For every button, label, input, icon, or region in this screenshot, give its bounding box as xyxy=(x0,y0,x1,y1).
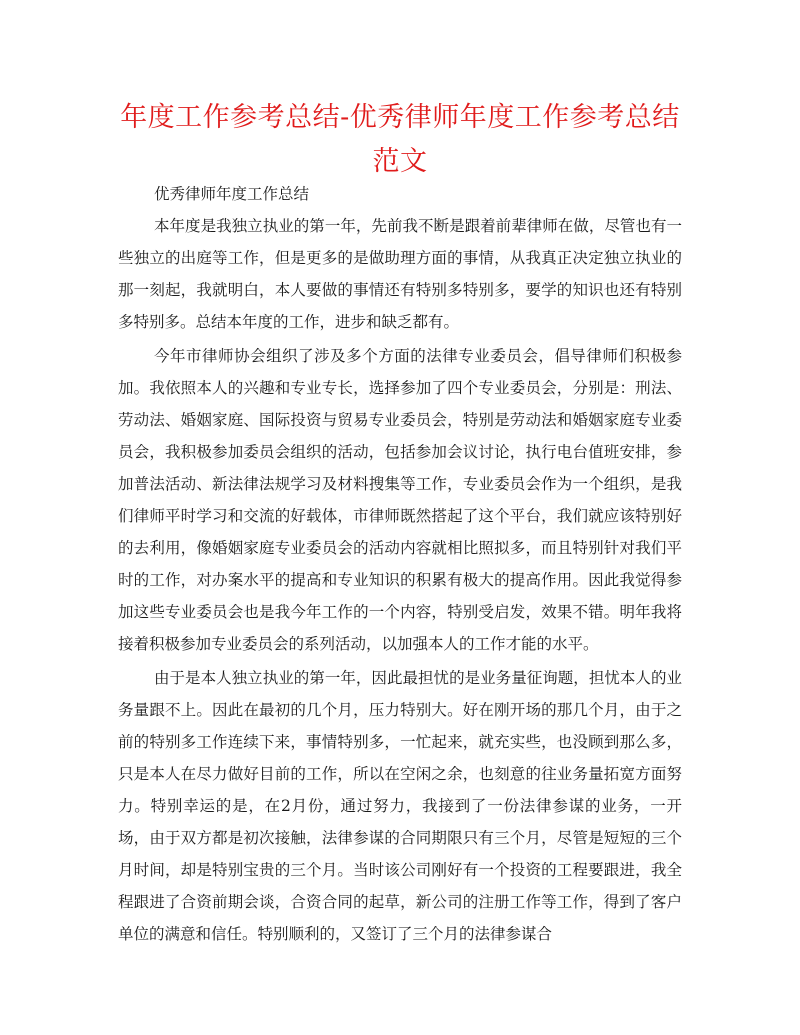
paragraph-2: 今年市律师协会组织了涉及多个方面的法律专业委员会，倡导律师们积极参加。我依照本人的兴趣和专业专长，选择参加了四个专业委员会，分别是：刑法、劳动法、婚姻家庭、国际投资与贸易专业委员会，特别是劳动法和婚姻家庭专业委员会，我积极参加委员会组织的活动，包括参加会议讨论，执行电台值班安排，参加普法活动、新法律法规学习及材料搜集等工作，专业委员会作为一个组织，是我们律师平时学习和交流的好载体，市律师既然搭起了这个平台，我们就应该特别好的去利用，像婚姻家庭专业委员会的活动内容就相比照拟多，而且特别针对我们平时的工作，对办案水平的提高和专业知识的积累有极大的提高作用。因此我觉得参加这些专业委员会也是我今年工作的一个内容，特别受启发，效果不错。明年我将接着积极参加专业委员会的系列活动，以加强本人的工作才能的水平。 xyxy=(118,347,682,653)
document-body xyxy=(118,178,682,950)
page-title: 年度工作参考总结-优秀律师年度工作参考总结范文 xyxy=(120,102,680,177)
document-subtitle: 优秀律师年度工作总结 xyxy=(154,185,310,203)
paragraph-3: 由于是本人独立执业的第一年，因此最担忧的是业务量征询题，担忧本人的业务量跟不上。因此在最初的几个月，压力特别大。好在刚开场的那几个月，由于之前的特别多工作连续下来，事情特别多，一忙起来，就充实些，也没顾到那么多，只是本人在尽力做好目前的工作，所以在空闲之余，也刻意的往业务量拓宽方面努力。特别幸运的是，在2月份，通过努力，我接到了一份法律参谋的业务，一开场，由于双方都是初次接触，法律参谋的合同期限只有三个月，尽管是短短的三个月时间，却是特别宝贵的三个月。当时该公司刚好有一个投资的工程要跟进，我全程跟进了合资前期会谈，合资合同的起草，新公司的注册工作等工作，得到了客户单位的满意和信任。特别顺利的，又签订了三个月的法律参谋合 xyxy=(118,669,682,943)
paragraph-1: 本年度是我独立执业的第一年，先前我不断是跟着前辈律师在做，尽管也有一些独立的出庭等工作，但是更多的是做助理方面的事情，从我真正决定独立执业的那一刻起，我就明白，本人要做的事情还有特别多特别多，要学的知识也还有特别多特别多。总结本年度的工作，进步和缺乏都有。 xyxy=(118,217,682,331)
